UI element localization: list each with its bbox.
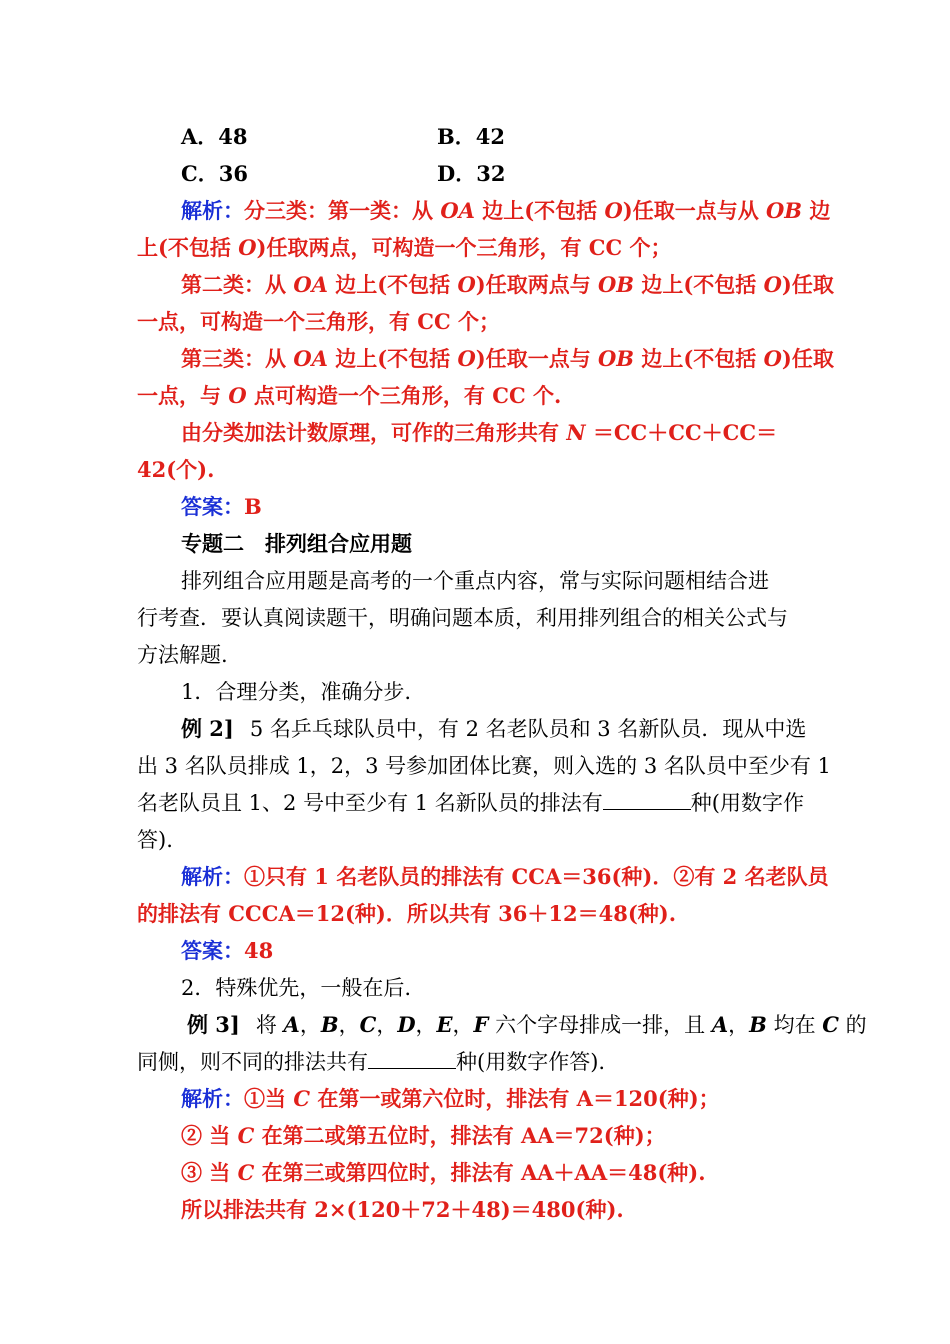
example-3-line-2: 同侧，则不同的排法共有 种(用数字作答). <box>137 1050 606 1074</box>
section-paragraph-line-1: 排列组合应用题是高考的一个重点内容，常与实际问题相结合进 <box>181 569 769 593</box>
solution-label: 解析： <box>181 198 244 223</box>
example-2-line-2: 出 3 名队员排成 1，2，3 号参加团体比赛，则入选的 3 名队员中至少有 1 <box>137 754 831 778</box>
option-a: A．48 <box>181 124 248 149</box>
example-3-solution-line-3: ③ 当 C 在第三或第四位时，排法有 AA＋AA＝48(种). <box>181 1160 706 1185</box>
option-c: C．36 <box>181 161 248 186</box>
solution-label: 解析： <box>181 864 244 889</box>
example-2-label: 例 2] <box>181 716 234 741</box>
example-3-line-1: 例 3] 将 A，B，C，D，E，F 六个字母排成一排，且 A，B 均在 C 的 <box>187 1012 867 1037</box>
q1-answer: 答案：B <box>181 494 262 519</box>
q1-solution-line-6: 一点，与 O 点可构造一个三角形，有 CC 个. <box>137 383 562 408</box>
point-1: 1．合理分类，准确分步. <box>181 680 412 704</box>
example-2-line-3: 名老队员且 1、2 号中至少有 1 名新队员的排法有 种(用数字作 <box>137 791 804 815</box>
example-3-solution-line-1: 解析：①当 C 在第一或第六位时，排法有 A＝120(种)； <box>181 1086 720 1111</box>
example-3-solution-line-2: ② 当 C 在第二或第五位时，排法有 AA＝72(种)； <box>181 1123 666 1148</box>
example-2-line-4: 答). <box>137 828 173 852</box>
q1-solution-line-3: 第二类：从 OA 边上(不包括 O)任取两点与 OB 边上(不包括 O)任取 <box>181 272 834 297</box>
answer-label: 答案： <box>181 494 244 519</box>
example-3-label: 例 3] <box>187 1012 240 1037</box>
q1-solution-line-7: 由分类加法计数原理，可作的三角形共有 N ＝CC＋CC＋CC＝ <box>181 420 778 445</box>
option-b: B．42 <box>437 124 505 149</box>
example-2-line-1: 例 2] 5 名乒乓球队员中，有 2 名老队员和 3 名新队员．现从中选 <box>181 716 807 741</box>
example-2-solution-line-2: 的排法有 CCCA＝12(种)．所以共有 36＋12＝48(种). <box>137 901 677 926</box>
q1-solution-line-2: 上(不包括 O)任取两点，可构造一个三角形，有 CC 个； <box>137 235 672 260</box>
point-2: 2．特殊优先，一般在后. <box>181 976 412 1000</box>
section-paragraph-line-2: 行考查．要认真阅读题干，明确问题本质，利用排列组合的相关公式与 <box>137 606 788 630</box>
answer-blank <box>368 1050 456 1069</box>
answer-blank <box>603 791 691 810</box>
example-2-solution-line-1: 解析：①只有 1 名老队员的排法有 CCA＝36(种)．②有 2 名老队员 <box>181 864 829 889</box>
section-paragraph-line-3: 方法解题. <box>137 643 228 667</box>
example-3-solution-line-4: 所以排法共有 2×(120＋72＋48)＝480(种). <box>181 1197 624 1222</box>
answer-label: 答案： <box>181 938 244 963</box>
example-2-answer: 答案：48 <box>181 938 274 963</box>
q1-solution-line-4: 一点，可构造一个三角形，有 CC 个； <box>137 309 501 334</box>
section-title: 专题二 排列组合应用题 <box>181 531 412 556</box>
solution-label: 解析： <box>181 1086 244 1111</box>
option-d: D．32 <box>437 161 506 186</box>
q1-solution-line-8: 42(个). <box>137 457 215 482</box>
q1-solution-line-5: 第三类：从 OA 边上(不包括 O)任取一点与 OB 边上(不包括 O)任取 <box>181 346 834 371</box>
q1-solution-line-1: 解析：分三类：第一类：从 OA 边上(不包括 O)任取一点与从 OB 边 <box>181 198 831 223</box>
